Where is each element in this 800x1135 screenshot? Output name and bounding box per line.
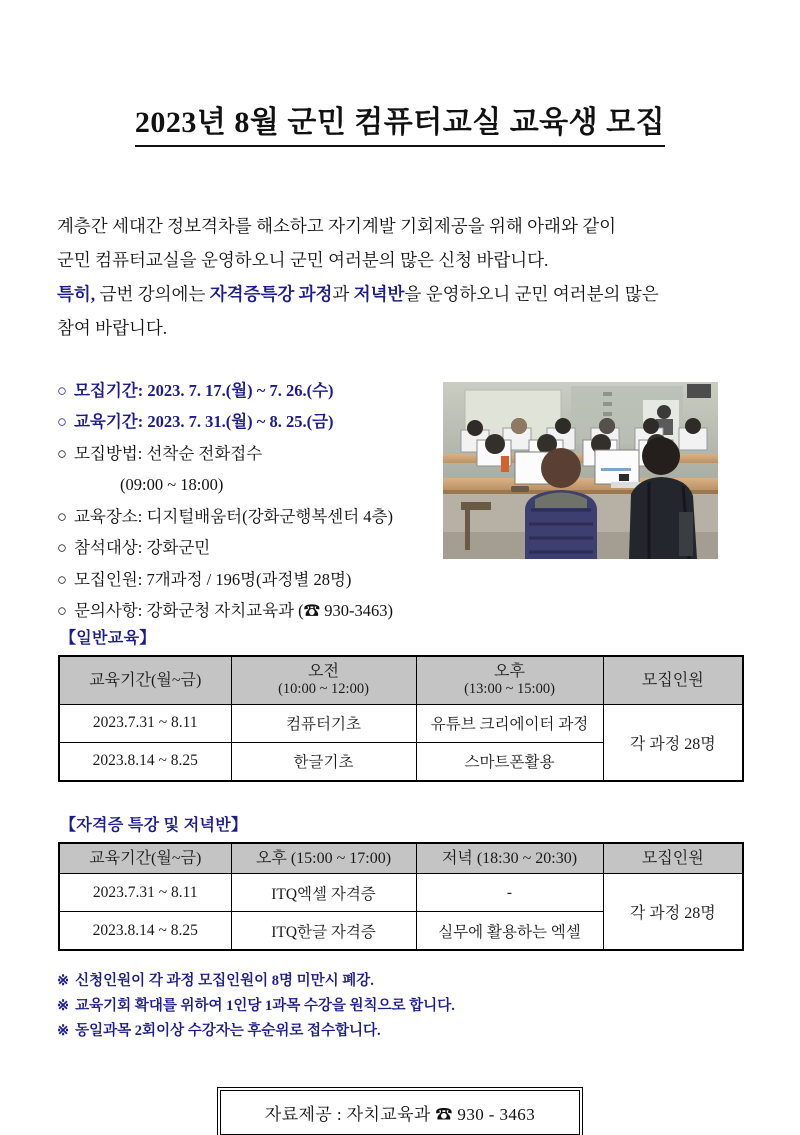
info-item-recruit-period bbox=[57, 375, 487, 407]
info-item-label: 문의사항: bbox=[73, 601, 143, 621]
circle-bullet-icon: ○ bbox=[57, 412, 67, 432]
cell-morning-course: 한글기초 bbox=[231, 742, 416, 781]
general-education-table-wrapper bbox=[58, 655, 742, 782]
reference-mark-icon: ※ bbox=[57, 998, 70, 1015]
column-header-period bbox=[59, 656, 231, 705]
column-header-capacity-main: 모집인원 bbox=[641, 849, 704, 867]
classroom-photo-illustration bbox=[443, 382, 718, 559]
source-contact-box: 자료제공 : 자치교육과 ☎ 930 - 3463 bbox=[220, 1090, 580, 1135]
intro-line-3 bbox=[57, 277, 747, 311]
classroom-photo bbox=[443, 382, 718, 559]
info-item-label: 모집인원: bbox=[73, 569, 143, 589]
table-header-row bbox=[59, 656, 743, 705]
intro-line-4: 참여 바랍니다. bbox=[57, 317, 168, 338]
info-item-value: (09:00 ~ 18:00) bbox=[120, 475, 224, 495]
cell-evening-course: - bbox=[416, 874, 603, 912]
intro-emphasis-especially: 특히, bbox=[57, 283, 96, 304]
circle-bullet-icon: ○ bbox=[57, 380, 67, 400]
info-item-label: 교육장소: bbox=[73, 506, 143, 526]
column-header-afternoon bbox=[231, 843, 416, 874]
page-title: 2023년 8월 군민 컴퓨터교실 교육생 모집 bbox=[135, 106, 665, 147]
info-item-value: 선착순 전화접수 bbox=[146, 443, 263, 463]
note-item bbox=[57, 1019, 800, 1044]
column-header-evening bbox=[416, 843, 603, 874]
footer-container bbox=[0, 1090, 800, 1135]
intro-line-1: 계층간 세대간 정보격차를 해소하고 자기계발 기회제공을 위해 아래와 같이 bbox=[57, 215, 617, 236]
info-item-venue bbox=[57, 501, 487, 533]
circle-bullet-icon: ○ bbox=[57, 569, 67, 589]
info-item-value: 2023. 7. 17.(월) ~ 7. 26.(수) bbox=[147, 380, 334, 400]
column-header-afternoon-sub: (13:00 ~ 15:00) bbox=[464, 681, 555, 698]
column-header-afternoon-main: 오후 (15:00 ~ 17:00) bbox=[255, 849, 392, 867]
reference-mark-icon: ※ bbox=[57, 973, 70, 990]
info-item-value: 2023. 7. 31.(월) ~ 8. 25.(금) bbox=[147, 412, 334, 432]
intro-line-2: 군민 컴퓨터교실을 운영하오니 군민 여러분의 많은 신청 바랍니다. bbox=[57, 249, 549, 270]
circle-bullet-icon: ○ bbox=[57, 443, 67, 463]
note-item-text: 동일과목 2회이상 수강자는 후순위로 접수합니다. bbox=[75, 1023, 381, 1040]
info-list bbox=[57, 375, 487, 627]
intro-emphasis-certificate-course: 자격증특강 과정 bbox=[209, 283, 333, 304]
intro-line-3-text-c: 을 운영하오니 군민 여러분의 많은 bbox=[404, 283, 659, 304]
cell-capacity: 각 과정 28명 bbox=[603, 704, 743, 781]
cell-afternoon-course: 스마트폰활용 bbox=[416, 742, 603, 781]
section-heading-special-evening: 【자격증 특강 및 저녁반】 bbox=[60, 816, 248, 834]
info-item-value: 7개과정 / 196명(과정별 28명) bbox=[146, 569, 352, 589]
intro-paragraph bbox=[57, 209, 747, 345]
note-item bbox=[57, 994, 800, 1019]
cell-period: 2023.8.14 ~ 8.25 bbox=[59, 742, 231, 781]
note-item-text: 교육기회 확대를 위하여 1인당 1과목 수강을 원칙으로 합니다. bbox=[75, 998, 455, 1015]
info-item-label: 모집방법: bbox=[73, 443, 143, 463]
info-item-audience bbox=[57, 532, 487, 564]
note-item-text: 신청인원이 각 과정 모집인원이 8명 미만시 폐강. bbox=[75, 973, 374, 990]
info-item-label: 참석대상: bbox=[73, 538, 143, 558]
column-header-period-main: 교육기간(월~금) bbox=[89, 671, 202, 689]
cell-afternoon-course: ITQ한글 자격증 bbox=[231, 912, 416, 951]
reference-mark-icon: ※ bbox=[57, 1023, 70, 1040]
info-item-application-hours bbox=[57, 469, 487, 501]
column-header-evening-main: 저녁 (18:30 ~ 20:30) bbox=[441, 849, 578, 867]
column-header-capacity-main: 모집인원 bbox=[641, 671, 704, 689]
cell-period: 2023.7.31 ~ 8.11 bbox=[59, 874, 231, 912]
column-header-capacity bbox=[603, 843, 743, 874]
column-header-capacity bbox=[603, 656, 743, 705]
table-row bbox=[59, 874, 743, 912]
cell-afternoon-course: ITQ엑셀 자격증 bbox=[231, 874, 416, 912]
cell-period: 2023.7.31 ~ 8.11 bbox=[59, 704, 231, 742]
column-header-morning bbox=[231, 656, 416, 705]
notes-list bbox=[57, 969, 800, 1044]
section-heading-general-education: 【일반교육】 bbox=[60, 629, 156, 647]
cell-period: 2023.8.14 ~ 8.25 bbox=[59, 912, 231, 951]
column-header-morning-sub: (10:00 ~ 12:00) bbox=[278, 681, 369, 698]
info-item-label: 교육기간: bbox=[73, 412, 144, 432]
info-item-capacity bbox=[57, 564, 487, 596]
note-item bbox=[57, 969, 800, 994]
intro-line-3-text-a: 금번 강의에는 bbox=[95, 283, 210, 304]
special-evening-table bbox=[58, 842, 744, 952]
info-item-contact bbox=[57, 595, 487, 627]
cell-evening-course: 실무에 활용하는 엑셀 bbox=[416, 912, 603, 951]
table-header-row bbox=[59, 843, 743, 874]
column-header-afternoon bbox=[416, 656, 603, 705]
info-item-value: 강화군청 자치교육과 (☎ 930-3463) bbox=[146, 601, 393, 621]
info-item-value: 강화군민 bbox=[146, 538, 211, 558]
circle-bullet-icon: ○ bbox=[57, 601, 67, 621]
info-item-label: 모집기간: bbox=[73, 380, 144, 400]
info-item-application-method bbox=[57, 438, 487, 470]
page-title-container bbox=[0, 86, 800, 167]
intro-emphasis-evening-class: 저녁반 bbox=[353, 283, 405, 304]
cell-morning-course: 컴퓨터기초 bbox=[231, 704, 416, 742]
column-header-period bbox=[59, 843, 231, 874]
cell-afternoon-course: 유튜브 크리에이터 과정 bbox=[416, 704, 603, 742]
info-item-value: 디지털배움터(강화군행복센터 4층) bbox=[146, 506, 393, 526]
circle-bullet-icon: ○ bbox=[57, 538, 67, 558]
column-header-morning-main: 오전 bbox=[308, 662, 339, 680]
info-item-education-period bbox=[57, 406, 487, 438]
column-header-period-main: 교육기간(월~금) bbox=[89, 849, 202, 867]
info-and-photo-section bbox=[0, 375, 800, 625]
column-header-afternoon-main: 오후 bbox=[494, 662, 525, 680]
table-row bbox=[59, 704, 743, 742]
cell-capacity: 각 과정 28명 bbox=[603, 874, 743, 951]
special-evening-table-wrapper bbox=[58, 842, 742, 952]
intro-line-3-text-b: 과 bbox=[332, 283, 354, 304]
circle-bullet-icon: ○ bbox=[57, 506, 67, 526]
general-education-table bbox=[58, 655, 744, 782]
